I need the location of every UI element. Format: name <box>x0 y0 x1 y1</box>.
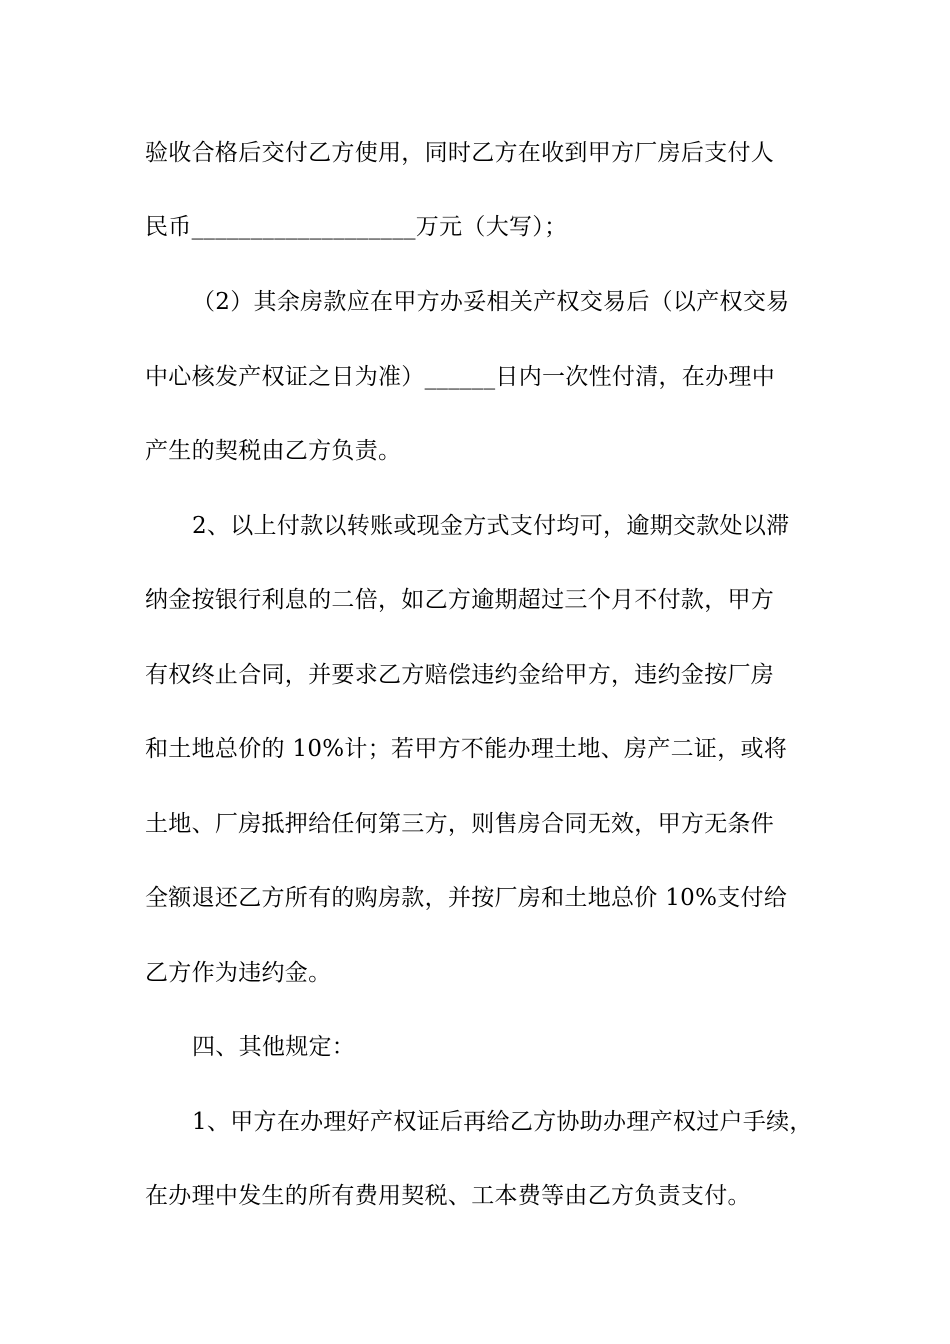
text-line: 1、甲方在办理好产权证后再给乙方协助办理产权过户手续， <box>192 1109 813 1135</box>
text-line: （2）其余房款应在甲方办妥相关产权交易后（以产权交易 <box>192 289 790 315</box>
text-line: 中心核发产权证之日为准）______日内一次性付清，在办理中 <box>145 364 775 390</box>
section-heading: 四、其他规定： <box>192 1034 356 1060</box>
text-line: 产生的契税由乙方负责。 <box>145 438 402 464</box>
text-line: 乙方作为违约金。 <box>145 960 332 986</box>
text-line: 纳金按银行利息的二倍，如乙方逾期超过三个月不付款，甲方 <box>145 587 775 613</box>
text-line: 2、以上付款以转账或现金方式支付均可，逾期交款处以滞 <box>192 513 790 539</box>
text-line: 全额退还乙方所有的购房款，并按厂房和土地总价 10%支付给 <box>145 885 788 911</box>
text-line: 有权终止合同，并要求乙方赔偿违约金给甲方，违约金按厂房 <box>145 662 775 688</box>
text-line: 在办理中发生的所有费用契税、工本费等由乙方负责支付。 <box>145 1183 751 1209</box>
text-line: 和土地总价的 10%计；若甲方不能办理土地、房产二证，或将 <box>145 736 788 762</box>
text-line: 土地、厂房抵押给任何第三方，则售房合同无效，甲方无条件 <box>145 811 775 837</box>
text-line: 验收合格后交付乙方使用，同时乙方在收到甲方厂房后支付人 <box>145 140 775 166</box>
text-line: 民币___________________万元（大写）； <box>145 214 568 240</box>
